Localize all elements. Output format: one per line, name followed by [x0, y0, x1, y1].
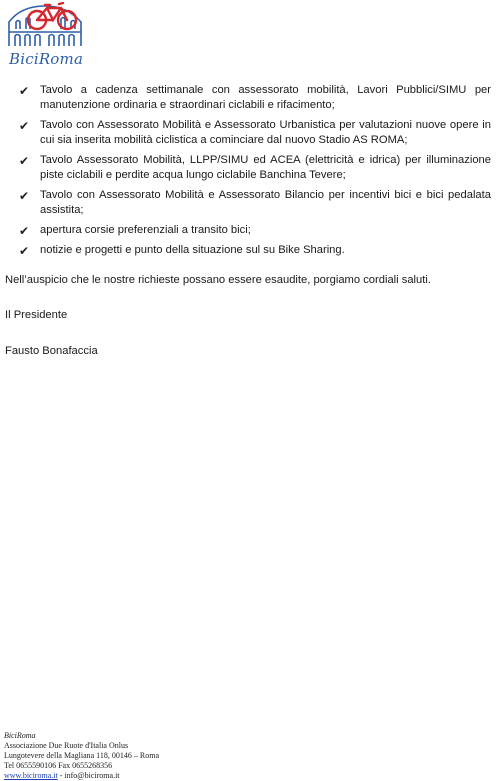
list-item [19, 118, 491, 149]
checkmark-icon: ✔ [19, 188, 30, 203]
footer-association: Associazione Due Ruote d'Italia Onlus [4, 741, 129, 750]
checkmark-icon: ✔ [19, 223, 30, 238]
list-item [19, 223, 491, 238]
website-link[interactable]: www.biciroma.it [4, 771, 58, 780]
checkmark-icon: ✔ [19, 153, 30, 168]
footer-address: Lungotevere della Magliana 118, 00146 – Roma [4, 751, 159, 760]
list-item-text: Tavolo a cadenza settimanale con assessorato mobilità, Lavori Pubblici/SIMU per manutenzione ordinaria e straordinari ciclabili e rifacimento; [40, 84, 491, 112]
list-item-text: apertura corsie preferenziali a transito bici; [40, 223, 251, 236]
list-item [19, 243, 491, 258]
colosseum-bicycle-icon [3, 2, 87, 52]
letterhead-footer [4, 731, 159, 781]
checkmark-icon: ✔ [19, 243, 30, 258]
list-item-text: Tavolo con Assessorato Mobilità e Assessorato Urbanistica per valutazioni nuove opere in cui sia inserita mobilità ciclistica a cominciare dal nuovo Stadio AS ROMA; [40, 118, 491, 147]
requests-list [19, 83, 491, 262]
list-item-text: Tavolo con Assessorato Mobilità e Assessorato Bilancio per incentivi bici e bici pedalata assistita; [40, 188, 491, 217]
footer-brand: BiciRoma [4, 731, 36, 740]
list-item [19, 188, 491, 219]
list-item [19, 153, 491, 184]
footer-phone: Tel 0655590106 Fax 0655268356 [4, 761, 113, 770]
signature-name: Fausto Bonafaccia [5, 345, 98, 357]
checkmark-icon: ✔ [19, 118, 30, 133]
signature-role: Il Presidente [5, 309, 68, 321]
list-item-text: notizie e progetti e punto della situazione sul su Bike Sharing. [40, 243, 345, 256]
closing-paragraph: Nell’auspicio che le nostre richieste possano essere esaudite, porgiamo cordiali saluti. [5, 274, 431, 286]
list-item-text: Tavolo Assessorato Mobilità, LLPP/SIMU ed ACEA (elettricità e idrica) per illuminazione piste ciclabili e perdite acqua lungo ciclabile Banchina Tevere; [40, 153, 491, 182]
list-item [19, 83, 491, 114]
footer-email[interactable]: info@biciroma.it [64, 771, 120, 780]
biciroma-logo [3, 2, 87, 68]
checkmark-icon: ✔ [19, 84, 30, 98]
logo-wordmark: BiciRoma [9, 50, 84, 68]
footer-separator: - [57, 771, 65, 780]
